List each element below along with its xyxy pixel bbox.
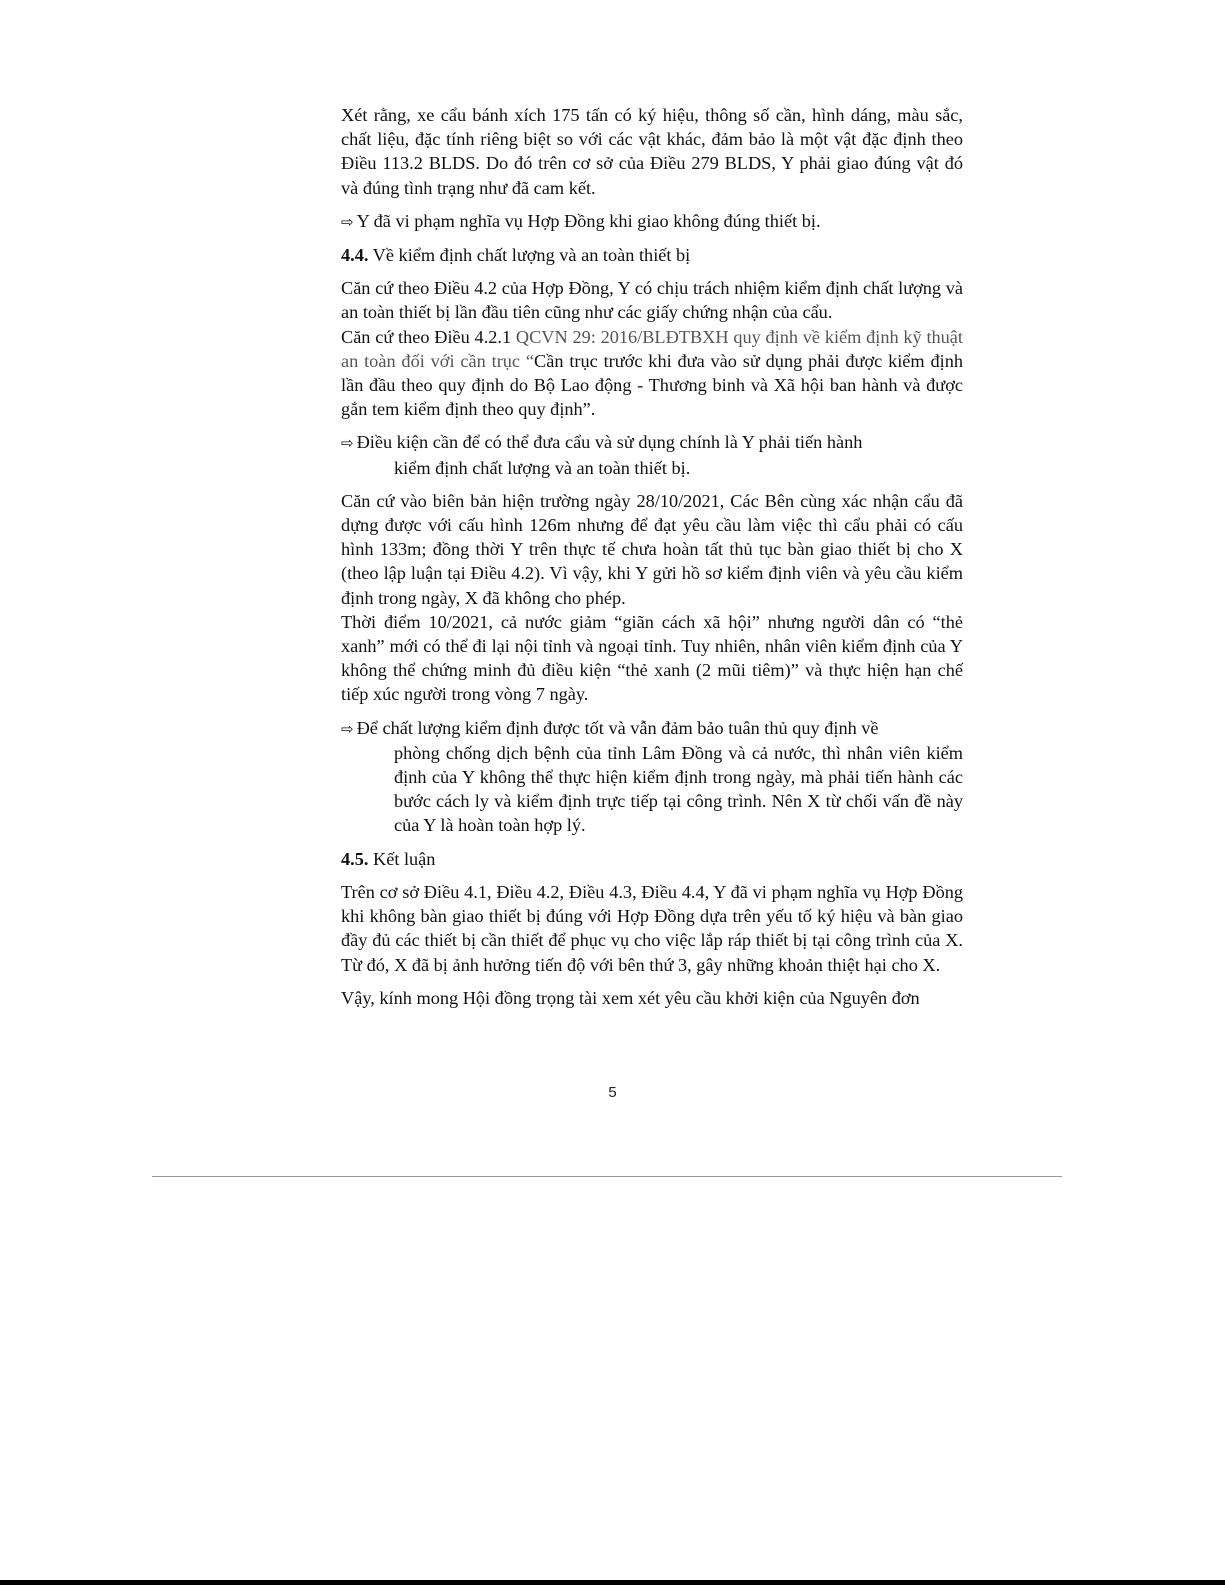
bottom-edge [0, 1580, 1225, 1585]
conclusion-line [341, 430, 963, 455]
conclusion-continuation: kiểm định chất lượng và an toàn thiết bị. [394, 457, 691, 478]
paragraph-ket-luan: Trên cơ sở Điều 4.1, Điều 4.2, Điều 4.3, Điều 4.4, Y đã vi phạm nghĩa vụ Hợp Đồng khi không bàn giao thiết bị đúng với Hợp Đồng dựa trên yếu tố ký hiệu và bàn giao đầy đủ các thiết bị cần thiết để phục vụ cho việc lắp ráp thiết bị tại công trình của X. Từ đó, X đã bị ảnh hưởng tiến độ với bên thứ 3, gây những khoản thiệt hại cho X. [341, 881, 963, 975]
arrow-right-icon: ⇨ [341, 212, 354, 231]
section-number: 4.4. [341, 245, 369, 266]
arrow-right-icon: ⇨ [341, 719, 354, 738]
page-divider [152, 1176, 1062, 1177]
section-heading-4-5 [341, 847, 963, 871]
page-number: 5 [608, 1084, 617, 1101]
paragraph-qcvn [341, 325, 963, 422]
conclusion-block [341, 430, 963, 479]
text-run-reference: QCVN 29: 2016/BLĐTBXH quy định về kiểm định kỹ thuật an toàn đối với cần trục “ [341, 326, 964, 371]
section-heading-4-4 [341, 243, 963, 267]
conclusion-text: Để chất lượng kiểm định được tốt và vẫn đảm bảo tuân thủ quy định về [356, 717, 879, 738]
text-run: Căn cứ theo Điều 4.2.1 [341, 326, 512, 347]
paragraph-can-cu-hop-dong: Căn cứ theo Điều 4.2 của Hợp Đồng, Y có chịu trách nhiệm kiểm định chất lượng và an toàn thiết bị lần đầu tiên cũng như các giấy chứng nhận của cẩu. [341, 278, 963, 323]
page-body [341, 103, 963, 1010]
conclusion-continuation: phòng chống dịch bệnh của tỉnh Lâm Đồng và cả nước, thì nhân viên kiểm định của Y không thể thực hiện kiểm định trong ngày, mà phải tiến hành các bước cách ly và kiểm định trực tiếp tại công trình. Nên X từ chối vấn đề này của Y là hoàn toàn hợp lý. [394, 742, 963, 836]
conclusion-line [341, 209, 963, 234]
conclusion-text: Y đã vi phạm nghĩa vụ Hợp Đồng khi giao không đúng thiết bị. [356, 210, 821, 231]
paragraph-thoi-diem: Thời điểm 10/2021, cả nước giảm “giãn cách xã hội” nhưng người dân có “thẻ xanh” mới có thể đi lại nội tỉnh và ngoại tỉnh. Tuy nhiên, nhân viên kiểm định của Y không thể chứng minh đủ điều kiện “thẻ xanh (2 mũi tiêm)” và thực hiện hạn chế tiếp xúc người trong vòng 7 ngày. [341, 611, 963, 705]
conclusion-line [341, 716, 963, 741]
paragraph-vat-dac-dinh: Xét rằng, xe cẩu bánh xích 175 tấn có ký hiệu, thông số cần, hình dáng, màu sắc, chất liệu, đặc tính riêng biệt so với các vật khác, đảm bảo là một vật đặc định theo Điều 113.2 BLDS. Do đó trên cơ sở của Điều 279 BLDS, Y phải giao đúng vật đó và đúng tình trạng như đã cam kết. [341, 105, 963, 198]
section-title: Về kiểm định chất lượng và an toàn thiết bị [372, 245, 691, 266]
paragraph-yeu-cau: Vậy, kính mong Hội đồng trọng tài xem xét yêu cầu khởi kiện của Nguyên đơn [341, 987, 920, 1008]
section-number: 4.5. [341, 848, 369, 869]
paragraph-bien-ban: Căn cứ vào biên bản hiện trường ngày 28/10/2021, Các Bên cùng xác nhận cẩu đã dựng được với cấu hình 126m nhưng để đạt yêu cầu làm việc thì cẩu phải có cấu hình 133m; đồng thời Y trên thực tế chưa hoàn tất thủ tục bàn giao thiết bị cho X (theo lập luận tại Điều 4.2). Vì vậy, khi Y gửi hồ sơ kiểm định viên và yêu cầu kiểm định trong ngày, X đã không cho phép. [341, 490, 963, 608]
conclusion-block [341, 716, 963, 838]
section-title: Kết luận [373, 848, 436, 869]
arrow-right-icon: ⇨ [341, 434, 354, 453]
text-run-quote: Cần trục trước khi đưa vào sử dụng phải được kiểm định lần đầu theo quy định do Bộ Lao động - Thương binh và Xã hội ban hành và được gắn tem kiểm định theo quy định”. [341, 350, 963, 420]
conclusion-text: Điều kiện cần để có thể đưa cẩu và sử dụng chính là Y phải tiến hành [356, 432, 863, 453]
